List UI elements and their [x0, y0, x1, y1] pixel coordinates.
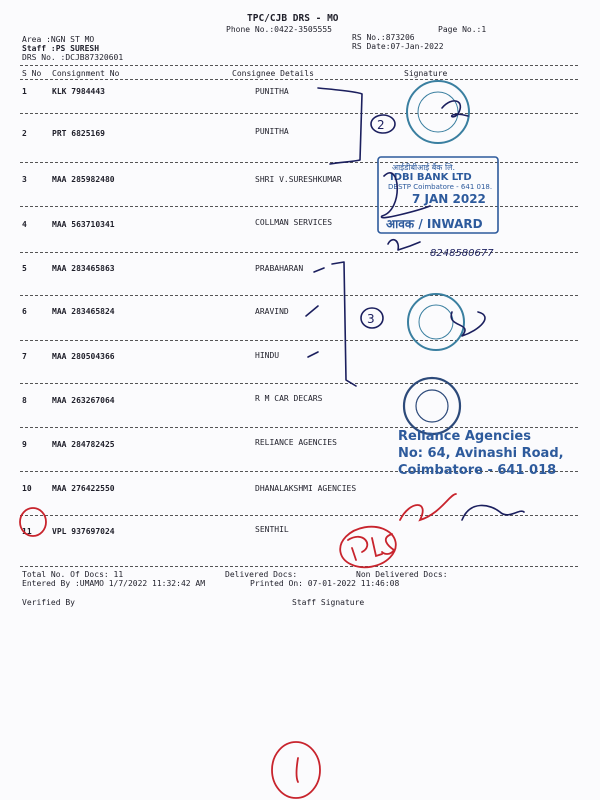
signature-scribble [451, 312, 485, 336]
round-seal-icon [416, 390, 448, 422]
row-consignee: PUNITHA [255, 127, 289, 136]
row-consignee: HINDU [255, 351, 280, 360]
red-circle-mark [20, 508, 46, 536]
handwritten-phone: 8248580677 [430, 248, 494, 259]
page-number: Page No.:1 [438, 25, 487, 34]
reliance-stamp-line2: No: 64, Avinashi Road, [398, 446, 564, 461]
page-title: TPC/CJB DRS - MO [247, 13, 339, 24]
row-consignee: PRABAHARAN [255, 264, 304, 273]
row-consignment: MAA 285982480 [52, 175, 115, 184]
signature-scribble [442, 101, 468, 117]
staff-signature-label: Staff Signature [292, 598, 365, 607]
row-consignment: MAA 283465824 [52, 307, 115, 316]
printed-on: Printed On: 07-01-2022 11:46:08 [250, 579, 400, 588]
handwritten-tick [308, 352, 318, 357]
row-consignment: PRT 6825169 [52, 129, 105, 138]
row-consignee: PUNITHA [255, 87, 289, 96]
handwritten-tick [306, 306, 318, 316]
row-sno: 3 [22, 175, 27, 184]
col-header-consignment: Consignment No [52, 69, 120, 78]
col-header-signature: Signature [404, 69, 448, 78]
row-consignee: R M CAR DECARS [255, 394, 323, 403]
reliance-stamp-line1: Reliance Agencies [398, 429, 531, 444]
phone-number: Phone No.:0422-3505555 [226, 25, 332, 34]
red-circle-mark [297, 758, 299, 782]
row-consignment: MAA 283465863 [52, 264, 115, 273]
handwritten-tick [314, 268, 324, 272]
row-sno: 7 [22, 352, 27, 361]
col-header-sno: S No [22, 69, 42, 78]
entered-by: Entered By :UMAMO 1/7/2022 11:32:42 AM [22, 579, 206, 588]
delivered-docs: Delivered Docs: [225, 570, 298, 579]
idbi-stamp-inward: आवक / INWARD [386, 217, 483, 231]
idbi-stamp-date: 7 JAN 2022 [412, 192, 486, 206]
red-pls-handwriting [348, 534, 394, 560]
row-consignment: MAA 280504366 [52, 352, 115, 361]
handwritten-bracket [332, 262, 356, 386]
row-sno: 9 [22, 440, 27, 449]
row-consignment: MAA 276422550 [52, 484, 115, 493]
row-consignment: VPL 937697024 [52, 527, 115, 536]
round-seal-icon [418, 92, 458, 132]
row-consignment: MAA 563710341 [52, 220, 115, 229]
row-sno: 2 [22, 129, 27, 138]
idbi-stamp-branch: DBSTP Coimbatore - 641 018. [388, 183, 493, 191]
idbi-stamp-bank: IDBI BANK LTD [390, 172, 472, 183]
non-delivered-docs: Non Delivered Docs: [356, 570, 448, 579]
row-sno: 11 [22, 527, 32, 536]
round-seal-icon [419, 305, 453, 339]
circled-number-icon: 2 [377, 118, 385, 132]
row-consignment: MAA 284782425 [52, 440, 115, 449]
row-consignee: DHANALAKSHMI AGENCIES [255, 484, 357, 493]
row-consignee: RELIANCE AGENCIES [255, 438, 337, 447]
row-consignment: KLK 7984443 [52, 87, 105, 96]
reliance-stamp-line3: Coimbatore - 641 018 [398, 463, 557, 478]
row-consignee: SHRI V.SURESHKUMAR [255, 175, 342, 184]
row-consignee: ARAVIND [255, 307, 289, 316]
row-sno: 10 [22, 484, 32, 493]
handwritten-bracket [318, 88, 362, 164]
rs-date: RS Date:07-Jan-2022 [352, 42, 444, 51]
round-seal-icon [404, 378, 460, 434]
row-sno: 6 [22, 307, 27, 316]
idbi-stamp-hindi: आईडीबीआई बैंक लि. [392, 163, 456, 172]
red-signature-scribble [400, 494, 456, 520]
total-docs: Total No. Of Docs: 11 [22, 570, 124, 579]
signature-scribble [388, 240, 420, 250]
row-consignment: MAA 263267064 [52, 396, 115, 405]
row-sno: 1 [22, 87, 27, 96]
row-sno: 8 [22, 396, 27, 405]
verified-by: Verified By [22, 598, 75, 607]
area-field: Area :NGN ST MO [22, 35, 95, 44]
circled-number-icon: 3 [367, 312, 375, 326]
row-sno: 4 [22, 220, 27, 229]
row-consignee: COLLMAN SERVICES [255, 218, 333, 227]
col-header-consignee: Consignee Details [232, 69, 314, 78]
handwritten-note [462, 505, 524, 520]
staff-field: Staff :PS SURESH [22, 44, 100, 53]
row-consignee: SENTHIL [255, 525, 289, 534]
drs-number: DRS No. :DCJB87320601 [22, 53, 124, 62]
rs-number: RS No.:873206 [352, 33, 415, 42]
row-sno: 5 [22, 264, 27, 273]
